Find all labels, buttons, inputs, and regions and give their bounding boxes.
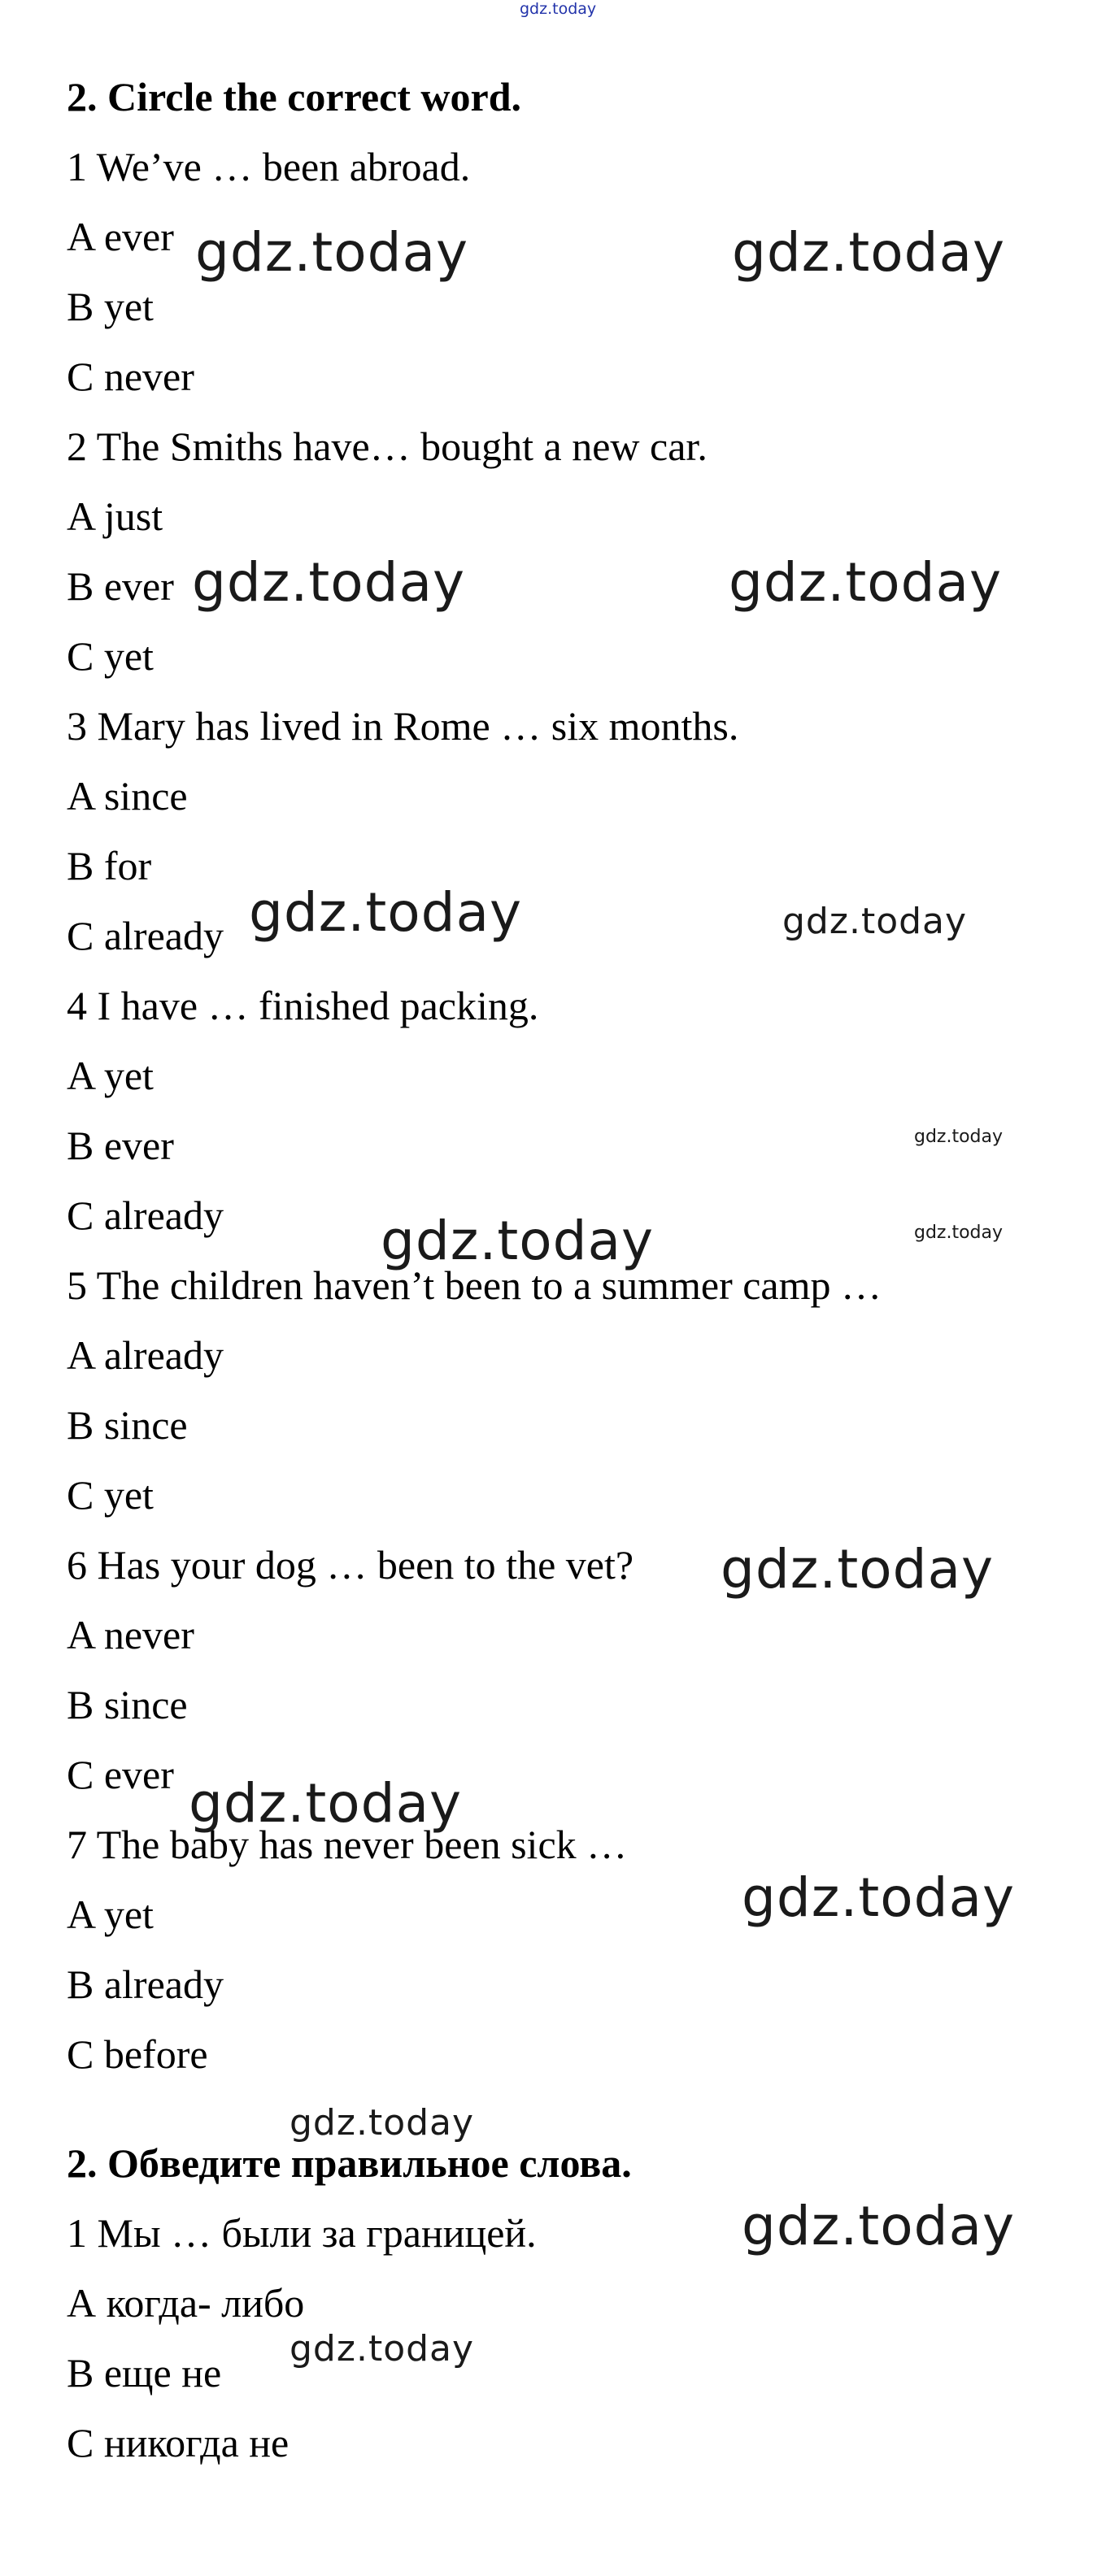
- option-5b[interactable]: B since: [67, 1402, 188, 1448]
- option-7c[interactable]: C before: [67, 2031, 208, 2077]
- watermark: gdz.today: [914, 1127, 1004, 1147]
- exercise-heading-en: 2. Circle the correct word.: [67, 74, 522, 119]
- watermark: gdz.today: [742, 1866, 1016, 1929]
- watermark: gdz.today: [189, 1772, 463, 1835]
- option-ru-1a[interactable]: А когда- либо: [67, 2280, 305, 2326]
- exercise-heading-ru: 2. Обведите правильное слова.: [67, 2140, 632, 2186]
- option-ru-1c[interactable]: С никогда не: [67, 2420, 290, 2465]
- question-4: 4 I have … finished packing.: [67, 983, 539, 1028]
- question-2: 2 The Smiths have… bought a new car.: [67, 424, 708, 469]
- question-ru-1: 1 Мы … были за границей.: [67, 2210, 537, 2256]
- option-4a[interactable]: A yet: [67, 1053, 154, 1098]
- option-3b[interactable]: B for: [67, 843, 152, 888]
- watermark: gdz.today: [249, 881, 523, 944]
- option-3a[interactable]: A since: [67, 773, 188, 819]
- watermark-top: gdz.today: [520, 0, 597, 18]
- option-1c[interactable]: C never: [67, 354, 194, 399]
- option-ru-1b[interactable]: В еще не: [67, 2350, 222, 2396]
- question-5: 5 The children haven’t been to a summer camp …: [67, 1262, 882, 1308]
- watermark: gdz.today: [192, 551, 466, 614]
- question-3: 3 Mary has lived in Rome … six months.: [67, 703, 739, 749]
- question-7: 7 The baby has never been sick …: [67, 1822, 628, 1867]
- option-7b[interactable]: B already: [67, 1961, 224, 2007]
- watermark: gdz.today: [742, 2195, 1016, 2257]
- option-4b[interactable]: B ever: [67, 1123, 174, 1168]
- option-6b[interactable]: B since: [67, 1682, 188, 1727]
- option-4c[interactable]: C already: [67, 1192, 224, 1238]
- watermark: gdz.today: [914, 1223, 1004, 1243]
- question-6: 6 Has your dog … been to the vet?: [67, 1542, 634, 1588]
- watermark: gdz.today: [290, 2102, 475, 2144]
- option-5c[interactable]: C yet: [67, 1472, 154, 1518]
- option-2b[interactable]: B ever: [67, 563, 174, 609]
- option-2c[interactable]: C yet: [67, 633, 154, 679]
- option-2a[interactable]: A just: [67, 493, 163, 539]
- watermark: gdz.today: [782, 901, 968, 942]
- option-6a[interactable]: A never: [67, 1612, 194, 1657]
- option-1a[interactable]: A ever: [67, 214, 174, 259]
- option-6c[interactable]: C ever: [67, 1752, 174, 1797]
- watermark: gdz.today: [732, 221, 1006, 284]
- watermark: gdz.today: [290, 2328, 475, 2370]
- watermark: gdz.today: [195, 221, 469, 284]
- option-1b[interactable]: B yet: [67, 284, 154, 329]
- watermark: gdz.today: [381, 1210, 655, 1272]
- option-3c[interactable]: C already: [67, 913, 224, 958]
- option-7a[interactable]: A yet: [67, 1892, 154, 1937]
- watermark: gdz.today: [729, 551, 1003, 614]
- watermark: gdz.today: [721, 1538, 995, 1601]
- option-5a[interactable]: A already: [67, 1332, 224, 1378]
- question-1: 1 We’ve … been abroad.: [67, 144, 471, 189]
